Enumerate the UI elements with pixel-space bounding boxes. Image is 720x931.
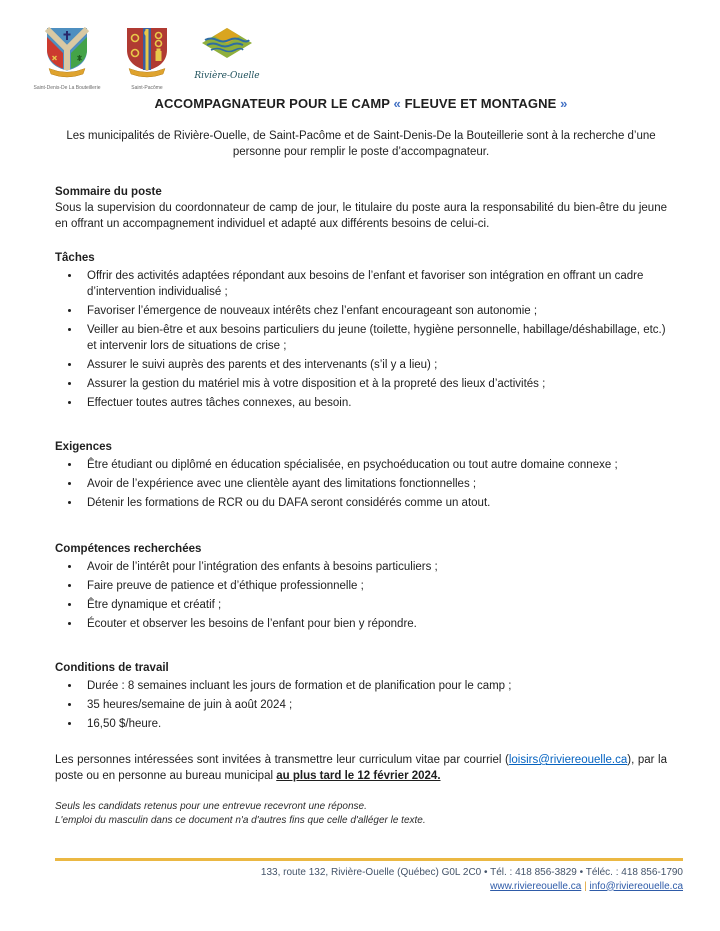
footer-email-link[interactable]: info@riviereouelle.ca [589,880,683,892]
skills-list [55,559,667,632]
bullet-item: • Assurer la gestion du matériel mis à votre disposition et à la propreté des lieux d’activités ; [81,376,667,392]
bullet-item: • Écouter et observer les besoins de l’enfant pour bien y répondre. [81,616,667,632]
bullet-item: • 35 heures/semaine de juin à août 2024 ; [81,697,667,713]
section-body: Sous la supervision du coordonnateur de camp de jour, le titulaire du poste aura la responsabilité du bien-être du jeune en offrant un accompagnement individuel et adapté aux différents besoins de celui-ci. [55,202,667,230]
bullet-item: • 16,50 $/heure. [81,716,667,732]
section-heading: Conditions de travail [55,662,169,674]
saint-pacome-crest-icon [124,26,170,83]
title-camp-name: FLEUVE ET MONTAGNE [404,96,557,111]
municipal-logos [33,26,260,91]
riviere-ouelle-logo-icon [198,26,256,67]
bullet-item: • Effectuer toutes autres tâches connexes, au besoin. [81,395,667,411]
logo-saint-pacome [116,26,178,91]
bullet-item: • Détenir les formations de RCR ou du DAFA seront considérés comme un atout. [81,495,667,511]
saint-denis-crest-icon [44,26,90,83]
section-exigences [55,439,667,511]
application-deadline: au plus tard le 12 février 2024. [276,770,441,782]
section-heading: Sommaire du poste [55,186,162,198]
closing-text-1: Les personnes intéressées sont invitées à transmettre leur curriculum vitae par courriel ( [55,754,509,766]
bullet-item: • Être étudiant ou diplômé en éducation spécialisée, en psychoéducation ou tout autre domaine connexe ; [81,457,667,473]
website-link[interactable]: www.riviereouelle.ca [490,880,582,892]
section-heading: Compétences recherchées [55,543,202,555]
footer-gold-divider [55,858,683,861]
footnote-line: Seuls les candidats retenus pour une entrevue recevront une réponse. [55,801,367,812]
bullet-item: • Offrir des activités adaptées répondant aux besoins de l’enfant et favoriser son intégration en offrant un cadre d’intervention individualisé ; [81,268,667,300]
bullet-item: • Avoir de l’intérêt pour l’intégration des enfants à besoins particuliers ; [81,559,667,575]
intro-paragraph: Les municipalités de Rivière-Ouelle, de Saint-Pacôme et de Saint-Denis-De la Bouteillerie sont à la recherche d’une personne pour remplir le poste d’accompagnateur. [66,130,656,158]
logo-riviere-ouelle [196,26,258,81]
closing-text-2: ), par la poste ou en personne au bureau municipal [55,754,667,782]
conditions-list [55,678,667,732]
section-conditions-de-travail [55,660,667,732]
bullet-item: • Veiller au bien-être et aux besoins particuliers du jeune (toilette, hygiène personnelle, habillage/déshabillage, etc.) et intervenir lors de situations de crise ; [81,322,667,354]
requirements-list [55,457,667,511]
title-prefix: ACCOMPAGNATEUR POUR LE CAMP [154,96,390,111]
logo-caption: Saint-Pacôme [131,85,163,91]
section-sommaire-du-poste [55,184,667,232]
application-email-link[interactable]: loisirs@riviereouelle.ca [508,754,628,766]
title-guillemet-open: « [393,96,401,111]
footer-address: 133, route 132, Rivière-Ouelle (Québec) G0L 2C0 • Tél. : 418 856-3829 • Téléc. : 418 856-1790 [260,867,683,878]
logo-caption: Saint-Denis-De La Bouteillerie [33,85,101,91]
riviere-ouelle-wordmark: Rivière-Ouelle [194,71,260,81]
bullet-item: • Assurer le suivi auprès des parents et des intervenants (s’il y a lieu) ; [81,357,667,373]
footnotes [55,800,667,828]
section-taches [55,250,667,411]
bullet-item: • Favoriser l’émergence de nouveaux intérêts chez l’enfant encourageant son autonomie ; [81,303,667,319]
footnote-line: L'emploi du masculin dans ce document n'a d'autres fins que celle d'alléger le texte. [55,815,426,826]
document-content [55,96,667,828]
section-competences-recherchees [55,541,667,632]
footer-links [55,880,683,894]
bullet-item: • Faire preuve de patience et d’éthique professionnelle ; [81,578,667,594]
bullet-item: • Durée : 8 semaines incluant les jours de formation et de planification pour le camp ; [81,678,667,694]
task-list [55,268,667,411]
page-title [55,96,667,112]
title-guillemet-close: » [560,96,568,111]
bullet-item: • Avoir de l’expérience avec une clientèle ayant des limitations fonctionnelles ; [81,476,667,492]
section-heading: Tâches [55,252,95,264]
footer-separator: | [584,880,587,892]
application-instructions [55,752,667,784]
page-footer [55,858,683,893]
section-heading: Exigences [55,441,112,453]
logo-saint-denis [33,26,101,91]
bullet-item: • Être dynamique et créatif ; [81,597,667,613]
